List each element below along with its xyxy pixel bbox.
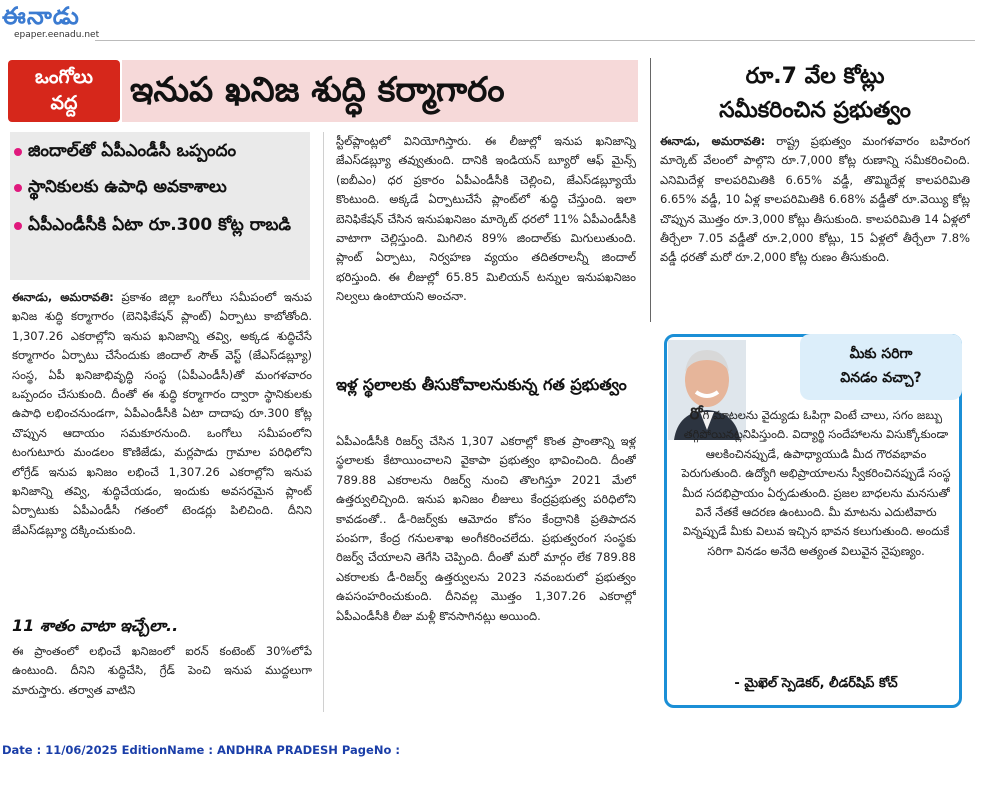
tip-signature: - మైఖెల్ స్పెడెకర్, లీడర్‌షిప్ కోచ్: [734, 676, 898, 691]
highlight-item: స్థానికులకు ఉపాధి అవకాశాలు: [10, 174, 227, 200]
side-story-body: [660, 132, 970, 322]
side-story-headline: [660, 60, 970, 128]
story-paragraph: ఏపీఎండీసీకి రిజర్వ్ చేసిన 1,307 ఎకరాల్లో కొంత ప్రాంతాన్ని ఇళ్ల స్థలాలకు కేటాయించాలని వైకాపా ప్రభుత్వం భావించింది. దీంతో 789.88 ఎకరాలను రిజర్వ్ నుంచి తొలగిస్తూ 2021 మేలో ఉత్తర్వులిచ్చింది. ఇనుప ఖనిజం లీజులు కేంద్రప్రభుత్వ పరిధిలోని కావడంతో.. డీ-రిజర్వ్‌కు ఆమోదం కోసం కేంద్రానికి ప్రతిపాదన పంపగా, కేంద్ర గనులశాఖ అంగీకరించలేదు. ప్రభుత్వరంగ సంస్థకు రిజర్వ్ చేయాలని తెగేసి చెప్పింది. దీంతో మరో మార్గం లేక 789.88 ఎకరాలకు డీ-రిజర్వ్ ఉత్తర్వులను 2023 నవంబరులో ప్రభుత్వం ఉపసంహరించుకుంది. దీనివల్ల మొత్తం 1,307.26 ఎకరాల్లో ఏపీఎండీసీకి లీజు మళ్లీ కొనసాగినట్లు అయింది.: [336, 434, 636, 623]
highlight-item: ఏపీఎండీసీకి ఏటా రూ.300 కోట్ల రాబడి: [10, 212, 318, 238]
top-divider: [95, 40, 975, 41]
dateline: ఈనాడు, అమరావతి:: [12, 290, 114, 304]
main-story-column-2-cont: [336, 432, 636, 710]
subheading-previous-government: ఇళ్ల స్థలాలకు తీసుకోవాలనుకున్న గత ప్రభుత్వం: [336, 375, 627, 394]
eenadu-logo[interactable]: [2, 2, 98, 30]
dropcap: రో: [689, 404, 703, 423]
tip-box-body: [678, 404, 954, 674]
highlights-box: [10, 132, 310, 280]
side-headline-line-1: రూ.7 వేల కోట్లు: [745, 64, 885, 89]
subheading-share: 11 శాతం వాటా ఇచ్చేలా..: [12, 616, 179, 635]
story-paragraph: స్టీల్‌ప్లాంట్లలో వినియోగిస్తారు. ఈ లీజుల్లో ఇనుప ఖనిజాన్ని జేఎస్‌డబ్ల్యూ తవ్వుతుంది. దానికి ఇండియన్ బ్యూరో ఆఫ్ మైన్స్ (ఐబీఎం) ధర ప్రకారం ఏపీఎండీసీకి చెల్లించి, జేఎస్‌డబ్ల్యూయే కొంటుంది. అక్కడే ఏర్పాటుచేసే ప్లాంట్‌లో శుద్ధి చేస్తుంది. ఇలా బెనిఫికేషన్ చేసిన ఇనుపఖనిజం మార్కెట్ ధరలో 11% ఏపీఎండీసీకి వాటాగా చెల్లిస్తుంది. మిగిలిన 89% జిందాల్‌కు మిగులుతుంది. ప్లాంట్ ఏర్పాటు, నిర్వహణ వ్యయం తదితరాలన్నీ జిందాల్ భరిస్తుంది. ఈ లీజుల్లో 65.85 మిలియన్ టన్నుల ఇనుపఖనిజం నిల్వలు ఉంటాయని అంచనా.: [336, 134, 636, 304]
side-story-divider: [650, 58, 651, 322]
tip-box-title: [800, 334, 962, 400]
main-story-column-1-cont: [12, 642, 312, 710]
tip-title-line-1: మీకు సరిగా: [849, 346, 913, 362]
kicker-line-1: ఒంగోలు: [34, 66, 94, 88]
kicker-badge: [8, 60, 120, 122]
tip-title-line-2: వినడం వచ్చా?: [840, 370, 922, 386]
logo-text: ఈనాడు: [2, 2, 80, 30]
tip-text: గి మాటలను వైద్యుడు ఓపిగ్గా వింటే చాలు, సగం జబ్బు తగ్గిపోయినట్లనిపిస్తుంది. విద్యార్థి సందేహాలను విసుక్కోకుండా ఆలకించినప్పుడే, ఉపాధ్యాయుడి మీద గౌరవభావం పెరుగుతుంది. ఉద్యోగి అభిప్రాయాలను స్వీకరించినప్పుడే సంస్థ మీద సదభిప్రాయం ఏర్పడుతుంది. ప్రజల బాధలను మనసుతో వినే నేతకే ఆదరణ ఉంటుంది. మీ మాటను ఎదుటివారు విన్నప్పుడే మీకు విలువ ఇచ్చిన భావన కలుగుతుంది. అందుకే సరిగా వినడం అనేది అత్యంత విలువైన నైపుణ్యం.: [681, 408, 951, 558]
story-paragraph: ఈ ప్రాంతంలో లభించే ఖనిజంలో ఐరన్ కంటెంట్ 30%లోపే ఉంటుంది. దీనిని శుద్ధిచేసి, గ్రేడ్ పెంచి ఇనుప ముద్దలుగా మారుస్తారు. తర్వాత వాటిని: [12, 644, 312, 697]
side-story-text: రాష్ట్ర ప్రభుత్వం మంగళవారం బహిరంగ మార్కెట్ వేలంలో పాల్గొని రూ.7,000 కోట్ల రుణాన్ని సమీకరించింది. ఎనిమిదేళ్ల కాలపరిమితికి 6.65% వడ్డీ, తొమ్మిదేళ్ల కాలపరిమితి 6.65% వడ్డీ, 10 ఏళ్ల కాలపరిమితికి 6.68% వడ్డీతో రూ.వెయ్యి కోట్ల చొప్పున మొత్తం రూ.3,000 కోట్లు తీసుకుంది. కాలపరిమితి 14 ఏళ్లలో తీర్చేలా 7.05 వడ్డీతో రూ.2,000 కోట్లు, 15 ఏళ్లలో తీర్చేలా 7.8% వడ్డీ ధరతో మరో రూ.2,000 కోట్ల రుణం తీసుకుంది.: [660, 134, 970, 265]
site-url: epaper.eenadu.net: [14, 30, 100, 40]
side-dateline: ఈనాడు, అమరావతి:: [660, 134, 766, 148]
edition-footer: Date : 11/06/2025 EditionName : ANDHRA PRADESH PageNo :: [2, 743, 400, 757]
main-story-column-1: [12, 288, 312, 610]
main-story-column-2: [336, 132, 636, 366]
highlight-item: జిందాల్‌తో ఏపీఎండీసీ ఒప్పందం: [10, 138, 236, 164]
side-headline-line-2: సమీకరించిన ప్రభుత్వం: [719, 98, 911, 123]
column-divider: [323, 132, 324, 712]
main-headline: ఇనుప ఖనిజ శుద్ధి కర్మాగారం: [130, 70, 505, 110]
kicker-line-2: వద్ద: [50, 92, 78, 114]
story-paragraph: ప్రకాశం జిల్లా ఒంగోలు సమీపంలో ఇనుప ఖనిజ శుద్ధి కర్మాగారం (బెనిఫికేషన్ ప్లాంట్) ఏర్పాటు కాబోతోంది. 1,307.26 ఎకరాల్లోని ఇనుప ఖనిజాన్ని తవ్వి, అక్కడ శుద్ధిచేసే కర్మాగారం ఏర్పాటు చేసేందుకు జిందాల్ సౌత్ వెస్ట్ (జేఎస్‌డబ్ల్యూ) సంస్థ, ఏపీ ఖనిజాభివృద్ధి సంస్థ (ఏపీఎండీసీ)తో మంగళవారం ఒప్పందం చేసుకుంది. దీంతో ఈ శుద్ధి కర్మాగారం ద్వారా స్థానికులకు ఉపాధి లభించనుండగా, ఏపీఎండీసీకి ఏటా దాదాపు రూ.300 కోట్ల చొప్పున ఆదాయం సమకూరనుంది. ఒంగోలు సమీపంలోని టంగుటూరు మండలం కొణిజేడు, మర్లపాడు గ్రామాల పరిధిలోని లోగ్రేడ్ ఇనుప ఖనిజం లభించే 1,307.26 ఎకరాల్లోని ఇనుప ఖనిజాన్ని తవ్వి, శుద్ధిచేయడం, ఇందుకు అవసరమైన ప్లాంట్ ఏర్పాటుకు ఏపీఎండీసీ గతంలో టెండర్లు పిలిచింది. దీనిని జేఎస్‌డబ్ల్యూ దక్కించుకుంది.: [12, 290, 312, 537]
